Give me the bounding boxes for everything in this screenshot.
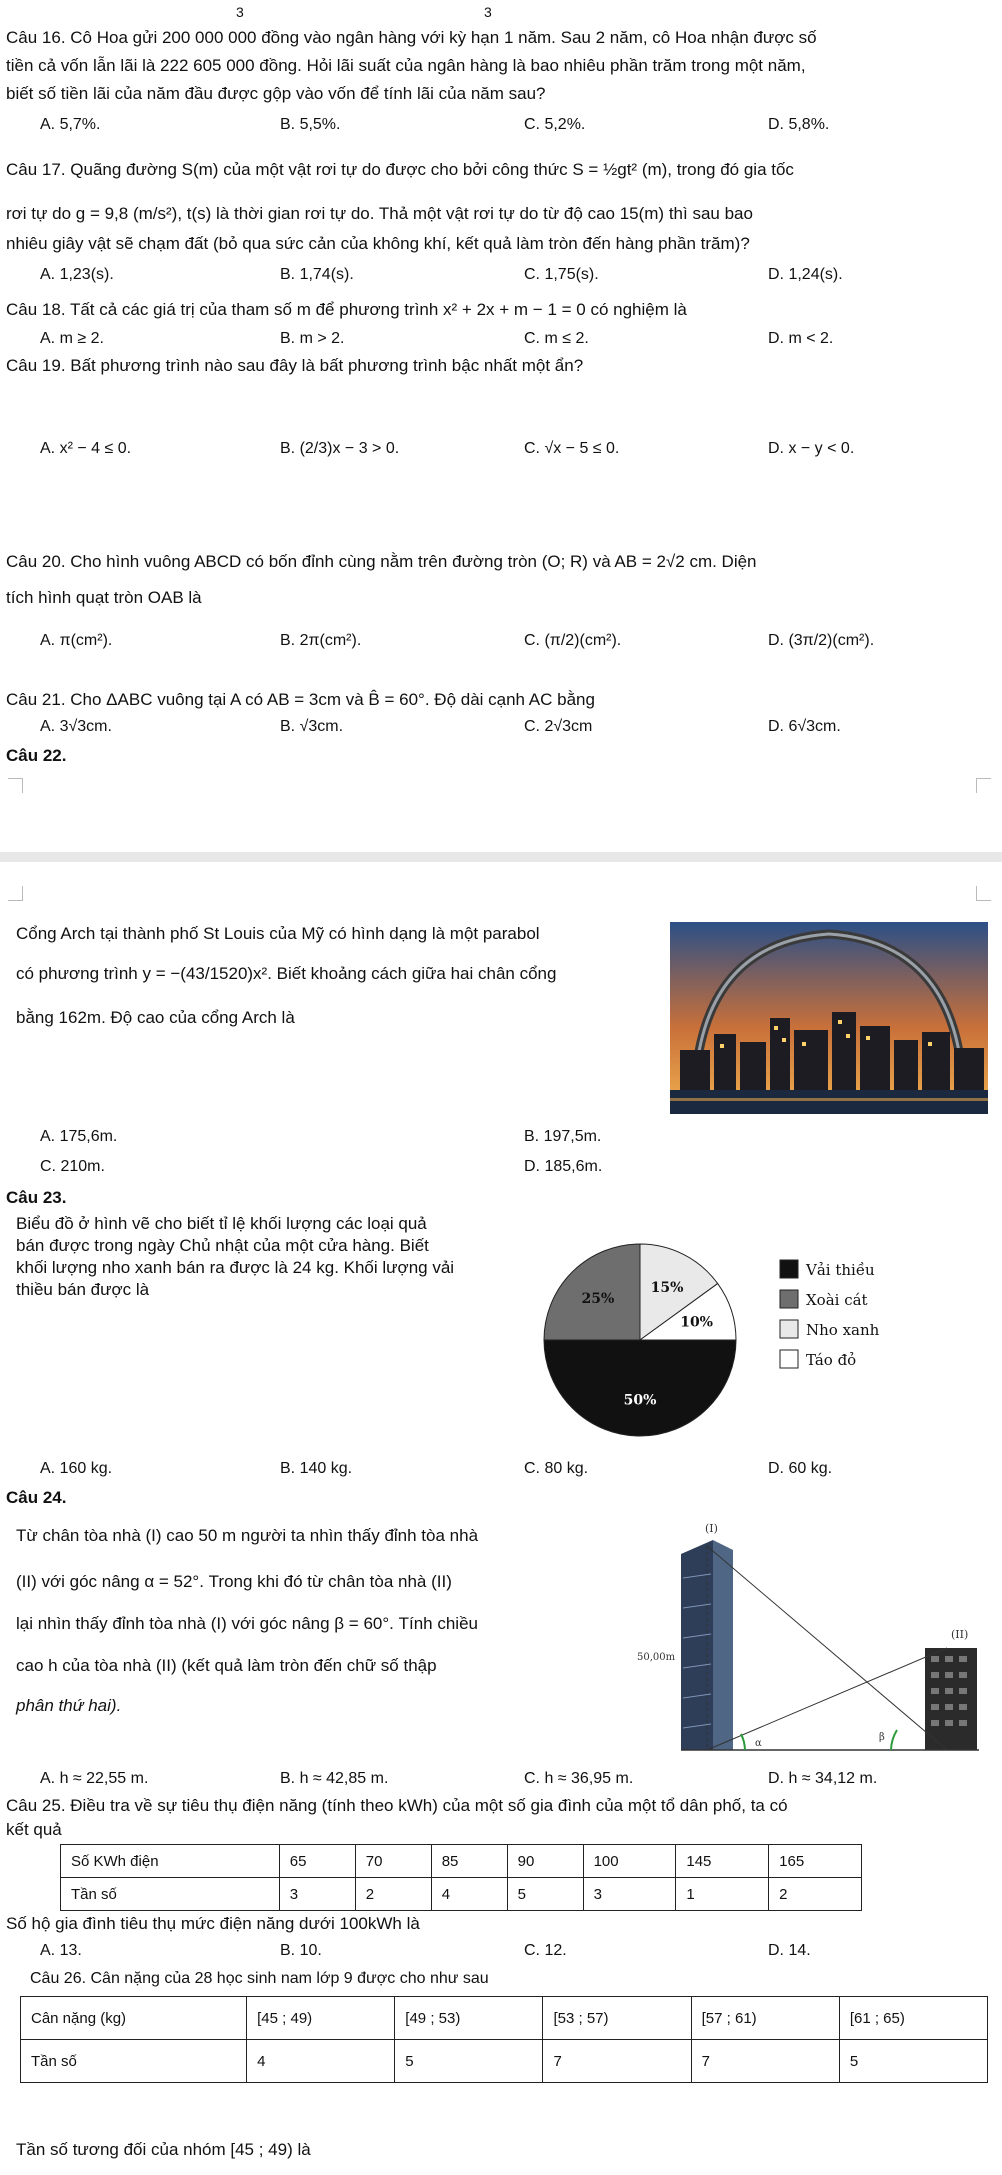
- q22-option-c[interactable]: C. 210m.: [40, 1158, 105, 1175]
- legend-label-3: Táo đỏ: [806, 1351, 857, 1369]
- q23-line2: bán được trong ngày Chủ nhật của một cửa hàng. Biết: [16, 1236, 429, 1255]
- table-cell: 2: [769, 1878, 862, 1911]
- legend-label-1: Xoài cát: [806, 1291, 868, 1309]
- legend-swatch-0: [780, 1260, 798, 1278]
- q24-title: Câu 24.: [6, 1488, 67, 1507]
- q24-line3: lại nhìn thấy đỉnh tòa nhà (I) với góc nâng β = 60°. Tính chiều: [16, 1614, 478, 1633]
- q24-line5: phân thứ hai).: [16, 1696, 122, 1715]
- q18-option-d[interactable]: D. m < 2.: [768, 330, 834, 347]
- table-row: [21, 2040, 988, 2083]
- q22-option-d[interactable]: D. 185,6m.: [524, 1158, 603, 1175]
- q20-line2: tích hình quạt tròn OAB là: [6, 588, 202, 607]
- q24-line4: cao h của tòa nhà (II) (kết quả làm tròn đến chữ số thập: [16, 1656, 437, 1675]
- q19-option-d[interactable]: D. x − y < 0.: [768, 440, 855, 457]
- q16-option-c[interactable]: C. 5,2%.: [524, 116, 586, 133]
- q19-option-a[interactable]: A. x² − 4 ≤ 0.: [40, 440, 132, 457]
- legend-swatch-2: [780, 1320, 798, 1338]
- table-cell: 90: [507, 1845, 583, 1878]
- pie-slice-0: [544, 1340, 736, 1436]
- legend-swatch-1: [780, 1290, 798, 1308]
- crop-corner: [976, 886, 991, 901]
- q19-line1: Câu 19. Bất phương trình nào sau đây là bất phương trình bậc nhất một ẩn?: [6, 356, 584, 375]
- q16-line3: biết số tiền lãi của năm đầu được gộp vào vốn để tính lãi của năm sau?: [6, 84, 546, 103]
- q17-option-d[interactable]: D. 1,24(s).: [768, 266, 843, 283]
- table-cell: 7: [691, 2040, 839, 2083]
- q23-line3: khối lượng nho xanh bán ra được là 24 kg. Khối lượng vải: [16, 1258, 455, 1277]
- q24-option-d[interactable]: D. h ≈ 34,12 m.: [768, 1770, 878, 1787]
- figure-label-building-2: (II): [951, 1628, 969, 1641]
- q23-option-a[interactable]: A. 160 kg.: [40, 1460, 113, 1477]
- q25-line2: kết quả: [6, 1820, 62, 1839]
- figure-alpha-label: α: [755, 1738, 762, 1749]
- q24-option-c[interactable]: C. h ≈ 36,95 m.: [524, 1770, 634, 1787]
- q23-line4: thiều bán được là: [16, 1280, 150, 1299]
- table-cell: 5: [395, 2040, 543, 2083]
- table-cell: Tần số: [21, 2040, 247, 2083]
- table-cell: [53 ; 57): [543, 1997, 691, 2040]
- q16-line1: Câu 16. Cô Hoa gửi 200 000 000 đồng vào ngân hàng với kỳ hạn 1 năm. Sau 2 năm, cô Hoa nhận được số: [6, 28, 817, 47]
- q17-line3: nhiêu giây vật sẽ chạm đất (bỏ qua sức cản của không khí, kết quả làm tròn đến hàng phần trăm)?: [6, 234, 750, 253]
- section-divider: [0, 852, 1002, 862]
- page-number-right: 3: [484, 4, 492, 20]
- q17-option-b[interactable]: B. 1,74(s).: [280, 266, 354, 283]
- crop-corner: [976, 778, 991, 793]
- crop-corner: [8, 886, 23, 901]
- table-cell: 165: [769, 1845, 862, 1878]
- table-cell: 100: [583, 1845, 676, 1878]
- table-cell: Tần số: [61, 1878, 280, 1911]
- table-cell: Số KWh điện: [61, 1845, 280, 1878]
- table-cell: 65: [279, 1845, 355, 1878]
- q19-option-c[interactable]: C. √x − 5 ≤ 0.: [524, 440, 620, 457]
- legend-label-0: Vải thiều: [806, 1261, 875, 1279]
- q25-table: [60, 1844, 862, 1911]
- q16-option-d[interactable]: D. 5,8%.: [768, 116, 830, 133]
- q24-option-b[interactable]: B. h ≈ 42,85 m.: [280, 1770, 389, 1787]
- q16-option-a[interactable]: A. 5,7%.: [40, 116, 101, 133]
- q20-option-a[interactable]: A. π(cm²).: [40, 632, 113, 649]
- table-cell: 5: [507, 1878, 583, 1911]
- q17-option-a[interactable]: A. 1,23(s).: [40, 266, 114, 283]
- table-cell: 2: [355, 1878, 431, 1911]
- figure-height-label: 50,00m: [637, 1652, 676, 1663]
- table-cell: [61 ; 65): [839, 1997, 987, 2040]
- q26-line1: Câu 26. Cân nặng của 28 học sinh nam lớp 9 được cho như sau: [30, 1970, 489, 1987]
- q24-option-a[interactable]: A. h ≈ 22,55 m.: [40, 1770, 149, 1787]
- q25-option-b[interactable]: B. 10.: [280, 1942, 322, 1959]
- q18-option-a[interactable]: A. m ≥ 2.: [40, 330, 104, 347]
- pie-label-1: 25%: [581, 1290, 615, 1307]
- q18-option-c[interactable]: C. m ≤ 2.: [524, 330, 589, 347]
- fruit-pie-chart: [540, 1240, 960, 1450]
- q22-option-b[interactable]: B. 197,5m.: [524, 1128, 602, 1145]
- q23-option-b[interactable]: B. 140 kg.: [280, 1460, 353, 1477]
- q20-option-d[interactable]: D. (3π/2)(cm²).: [768, 632, 875, 649]
- q25-option-c[interactable]: C. 12.: [524, 1942, 567, 1959]
- table-cell: 1: [676, 1878, 769, 1911]
- q23-option-d[interactable]: D. 60 kg.: [768, 1460, 833, 1477]
- q21-option-c[interactable]: C. 2√3cm: [524, 718, 593, 735]
- legend-swatch-3: [780, 1350, 798, 1368]
- table-cell: 145: [676, 1845, 769, 1878]
- buildings-figure: [595, 1518, 980, 1758]
- q23-title: Câu 23.: [6, 1188, 67, 1207]
- q22-title: Câu 22.: [6, 746, 67, 765]
- q18-line1: Câu 18. Tất cả các giá trị của tham số m để phương trình x² + 2x + m − 1 = 0 có nghiệm là: [6, 300, 687, 319]
- pie-legend: [780, 1260, 880, 1369]
- q25-question: Số hộ gia đình tiêu thụ mức điện năng dưới 100kWh là: [6, 1914, 420, 1933]
- q26-table: [20, 1996, 988, 2083]
- table-cell: 85: [431, 1845, 507, 1878]
- table-cell: [49 ; 53): [395, 1997, 543, 2040]
- figure-beta-label: β: [879, 1732, 885, 1743]
- q17-option-c[interactable]: C. 1,75(s).: [524, 266, 599, 283]
- q16-option-b[interactable]: B. 5,5%.: [280, 116, 341, 133]
- figure-label-building-1: (I): [705, 1522, 718, 1535]
- arch-photo: [670, 922, 988, 1114]
- q26-question: Tần số tương đối của nhóm [45 ; 49) là: [16, 2140, 311, 2159]
- q20-line1: Câu 20. Cho hình vuông ABCD có bốn đỉnh cùng nằm trên đường tròn (O; R) và AB = 2√2 cm. Diện: [6, 552, 757, 571]
- table-cell: 5: [839, 2040, 987, 2083]
- table-cell: 7: [543, 2040, 691, 2083]
- q21-line1: Câu 21. Cho ΔABC vuông tại A có AB = 3cm và B̂ = 60°. Độ dài cạnh AC bằng: [6, 690, 595, 709]
- table-cell: 4: [247, 2040, 395, 2083]
- q24-line1: Từ chân tòa nhà (I) cao 50 m người ta nhìn thấy đỉnh tòa nhà: [16, 1526, 479, 1545]
- pie-label-3: 10%: [680, 1314, 714, 1331]
- pie-label-2: 15%: [650, 1279, 684, 1296]
- table-cell: [45 ; 49): [247, 1997, 395, 2040]
- q21-option-d[interactable]: D. 6√3cm.: [768, 718, 841, 735]
- legend-label-2: Nho xanh: [806, 1321, 880, 1339]
- q22-line1: Cổng Arch tại thành phố St Louis của Mỹ có hình dạng là một parabol: [16, 924, 540, 943]
- page-number-left: 3: [236, 4, 244, 20]
- table-cell: 70: [355, 1845, 431, 1878]
- q21-option-a[interactable]: A. 3√3cm.: [40, 718, 112, 735]
- q22-option-a[interactable]: A. 175,6m.: [40, 1128, 118, 1145]
- q25-option-d[interactable]: D. 14.: [768, 1942, 811, 1959]
- table-cell: 4: [431, 1878, 507, 1911]
- table-cell: 3: [279, 1878, 355, 1911]
- q25-option-a[interactable]: A. 13.: [40, 1942, 82, 1959]
- q18-option-b[interactable]: B. m > 2.: [280, 330, 345, 347]
- table-row: [61, 1878, 862, 1911]
- q23-option-c[interactable]: C. 80 kg.: [524, 1460, 589, 1477]
- table-row: [61, 1845, 862, 1878]
- table-row: [21, 1997, 988, 2040]
- q21-option-b[interactable]: B. √3cm.: [280, 718, 344, 735]
- q17-line2: rơi tự do g = 9,8 (m/s²), t(s) là thời gian rơi tự do. Thả một vật rơi tự do từ độ cao 15(m) thì sau bao: [6, 204, 753, 223]
- q23-line1: Biểu đồ ở hình vẽ cho biết tỉ lệ khối lượng các loại quả: [16, 1214, 427, 1233]
- q17-line1: Câu 17. Quãng đường S(m) của một vật rơi tự do được cho bởi công thức S = ½gt² (m), trong đó gia tốc: [6, 160, 794, 179]
- table-cell: [57 ; 61): [691, 1997, 839, 2040]
- pie-label-0: 50%: [623, 1392, 657, 1409]
- q16-line2: tiền cả vốn lẫn lãi là 222 605 000 đồng. Hỏi lãi suất của ngân hàng là bao nhiêu phần trăm trong một năm,: [6, 56, 806, 75]
- crop-corner: [8, 778, 23, 793]
- table-cell: 3: [583, 1878, 676, 1911]
- q24-line2: (II) với góc nâng α = 52°. Trong khi đó từ chân tòa nhà (II): [16, 1572, 452, 1591]
- q19-option-b[interactable]: B. (2/3)x − 3 > 0.: [280, 440, 400, 457]
- q22-line3: bằng 162m. Độ cao của cổng Arch là: [16, 1008, 295, 1027]
- table-cell: Cân nặng (kg): [21, 1997, 247, 2040]
- q20-option-b[interactable]: B. 2π(cm²).: [280, 632, 362, 649]
- q25-line1: Câu 25. Điều tra về sự tiêu thụ điện năng (tính theo kWh) của một số gia đình của một tổ dân phố, ta có: [6, 1796, 788, 1815]
- q22-line2: có phương trình y = −(43/1520)x². Biết khoảng cách giữa hai chân cổng: [16, 964, 557, 983]
- q20-option-c[interactable]: C. (π/2)(cm²).: [524, 632, 622, 649]
